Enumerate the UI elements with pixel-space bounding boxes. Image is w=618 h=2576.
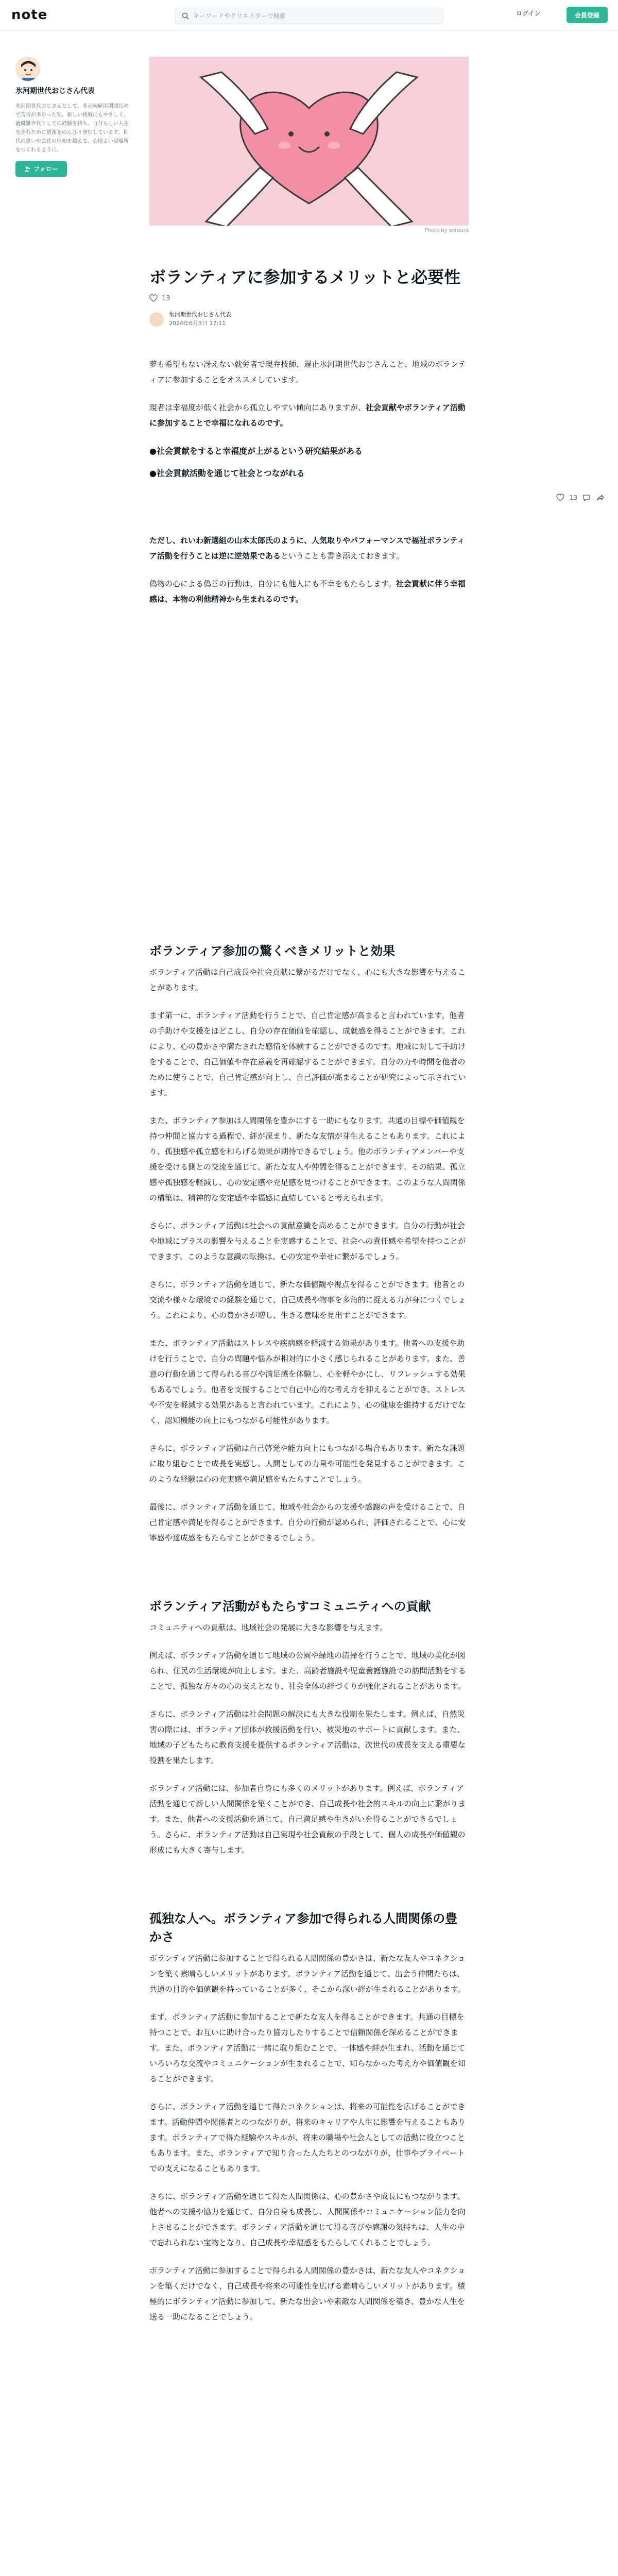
hypocrisy-text: 偽物の心による偽善の行動は、自分にも他人にも不幸をもたらします。: [149, 579, 396, 588]
follow-label: フォロー: [33, 165, 58, 173]
note-paragraph: [149, 533, 469, 564]
article: [149, 57, 469, 2325]
section3-paragraph: まず、ボランティア活動に参加することで新たな友人を得ることができます。共通の目標を持つことで、お互いに助け合ったり協力したりすることで信頼関係を深めることができます。また、ボランティア活動に一緒に取り組むことで、一体感や絆が生まれ、活動を通じていろいろな交流やコミュニケーションが生まれることで、知らなかった考え方や価値観を知ることができます。: [149, 2012, 466, 2083]
publish-date: 2024年6月3日 17:11: [169, 319, 226, 327]
intro-paragraph-1: 夢も希望もない冴えない就労者で現弁技師、遅止氷河期世代おじさんこと、地域のボランティアに参加することをオススメしています。: [149, 360, 467, 385]
article-title: ボランティアに参加するメリットと必要性: [149, 267, 461, 287]
note-lead: ただし、: [149, 535, 181, 545]
section2-paragraph: さらに、ボランティア活動は社会問題の解決にも大きな役割を果たします。例えば、自然災害の際には、ボランティア団体が救援活動を行い、被災地のサポートに貢献します。また、地域の子どもたちに教育支援を提供するボランティア活動は、次世代の成長を支える重要な役割を果たします。: [149, 1709, 466, 1765]
like-row: [149, 294, 469, 302]
comment-icon[interactable]: [582, 494, 591, 502]
intro-paragraph-2: [149, 400, 469, 431]
heart-outline-icon[interactable]: [149, 294, 158, 302]
section1-paragraph: また、ボランティア活動はストレスや疾病感を軽減する効果があります。他者への支援や助けを行うことで、自分の問題や悩みが相対的に小さく感じられることがあります。また、善意の行動を通じて得られる喜びや満足感を体験し、心を軽やかにし、リフレッシュする効果もあるでしょう。他者を支援することで自己中心的な考え方を抑えることができ、ストレスや不安を軽減する効果があると言われています。これにより、心の健康を維持するだけでなく、認知機能の向上にもつながる可能性があります。: [149, 1338, 466, 1425]
author-row: [149, 311, 469, 328]
author-avatar[interactable]: [149, 312, 164, 327]
intro-text: 現者は幸福度が低く社会から孤立しやすい傾向にありますが、: [149, 403, 366, 413]
section2-paragraph: 例えば、ボランティア活動を通じて地域の公園や緑地の清掃を行うことで、地域の美化が図られ、住民の生活環境が向上します。また、高齢者施設や児童養護施設での訪問活動をすることで、孤独な方々の心の支えとなり、社会全体の絆づくりが強化されることがあります。: [149, 1650, 466, 1691]
creator-name[interactable]: 氷河期世代おじさん代表: [15, 87, 95, 95]
section-heading-3: 孤独な人へ。ボランティア参加で得られる人間関係の豊かさ: [149, 1911, 458, 1944]
hypocrisy-paragraph: [149, 576, 469, 607]
photo-credit[interactable]: Photo by soraura: [424, 228, 469, 233]
bullet-point-1: ●社会貢献をすると幸福度が上がるという研究結果がある: [149, 446, 363, 456]
author-name[interactable]: 氷河期世代おじさん代表: [169, 311, 231, 318]
section1-paragraph: さらに、ボランティア活動は社会への貢献意識を高めることができます。自分の行動が社会や地域にプラスの影響を与えることを実感することで、社会への責任感や希望を持つことができます。このような意識の転換は、心の安定や幸せに繋がるでしょう。: [149, 1221, 466, 1261]
bullet-point-2: ●社会貢献活動を通じて社会とつながれる: [149, 468, 305, 479]
search-icon: [182, 12, 189, 20]
section1-paragraph: まず第一に、ボランティア活動を行うことで、自己肯定感が高まると言われています。他者の手助けや支援をほどこし、自分の存在価値を確認し、成就感を得ることができます。これにより、心の豊かさや満たされた感情を体験することができるのです。地域に対して手助けをすることで、自己価値や存在意義を再確認することができます。自分の力や時間を他者のために使うことで、自己肯定感が向上し、自己評価が高まることが研究によって示されています。: [149, 1010, 466, 1097]
section3-paragraph: さらに、ボランティア活動を通じて得た人間関係は、心の豊かさや成長にもつながります。他者への支援や協力を通じて、自分自身も成長し、人間関係やコミュニケーション能力を向上させることができます。ボランティア活動を通じて得る喜びや感謝の気持ちは、人生の中で忘れられない宝物となり、自己成長や幸福感をもたらしてくれることでしょう。: [149, 2191, 466, 2247]
signup-button[interactable]: 会員登録: [566, 7, 608, 23]
section2-paragraph: ボランティア活動には、参加者自身にも多くのメリットがあります。例えば、ボランティア活動を通じて新しい人間関係を築くことができ、自己成長や社会的スキルの向上に繋がります。また、他者への支援活動を通じて、自己満足感や生きがいを得ることができるでしょう。さらに、ボランティア活動は自己実現や社会貢献の手段として、個人の成長や価値観の形成にも大きく寄与します。: [149, 1783, 466, 1855]
note-logo[interactable]: note: [11, 7, 48, 23]
search-input[interactable]: [193, 12, 440, 20]
section3-paragraph: ボランティア活動に参加することで得られる人間関係の豊かさは、新たな友人やコネクションを築くだけでなく、自己成長や将来の可能性を広げる素晴らしいメリットがあります。積極的にボランティア活動に参加して、新たな出会いや素敵な人間関係を築き、豊かな人生を送る一助になることでしょう。: [149, 2265, 466, 2321]
creator-bio: 氷河期世代おじさんとして、非正規雇用期間長めで苦労が多かった私。新しい挑戦にもやさしく、就職難世代としての経験を持ち、自分らしい人生を歩むために情報をのんびり発信しています。世代の違いや会社の垣根を越えて、心地よい居場所をつくれるように。: [15, 103, 129, 153]
login-link[interactable]: ログイン: [516, 10, 541, 17]
floating-action-bar: [556, 494, 604, 502]
author-meta: [169, 311, 231, 328]
floating-like-count[interactable]: 13: [570, 494, 578, 501]
section1-paragraph: 最後に、ボランティア活動を通じて、地域や社会からの支援や感謝の声を受けることで、自己肯定感や満足を得ることができます。自分の行動が認められ、評価されることで、心に安寧感や達成感をもたらすことができるでしょう。: [149, 1502, 466, 1543]
person-plus-icon: [24, 166, 30, 172]
section-heading-2: ボランティア活動がもたらすコミュニティへの貢献: [149, 1599, 431, 1614]
section-heading-1: ボランティア参加の驚くべきメリットと効果: [149, 943, 396, 958]
section3-paragraph: さらに、ボランティア活動を通じて得たコネクションは、将来の可能性を広げることができます。活動仲間や関係者とのつながりが、将来のキャリアや人生に影響を与えることもあります。ボランティアで得た経験やスキルが、将来の職場や社会人としての活動に役立つこともあります。また、ボランティアで知り合った人たちとのつながりが、仕事やプライベートでの支えになることもあります。: [149, 2102, 466, 2173]
follow-button[interactable]: [15, 161, 67, 177]
global-header: [0, 0, 618, 31]
like-count[interactable]: 13: [162, 294, 170, 302]
note-text: ということも書き添えておきます。: [281, 551, 404, 561]
section1-paragraph: さらに、ボランティア活動を通じて、新たな価値観や視点を得ることができます。他者との交流や様々な環境での経験を通じて、自己成長や物事を多角的に捉える力が身につくでしょう。これにより、心の豊かさが増し、生きる意味を見出すことができます。: [149, 1279, 466, 1320]
note-emphasis: れいわ新選組の山本太郎氏のように、人気取りやパフォーマンスで福祉ボランティア活動を行うことは逆に逆効果である: [149, 535, 465, 561]
section1-paragraph: ボランティア活動は自己成長や社会貢献に繋がるだけでなく、心にも大きな影響を与えることがあります。: [149, 967, 466, 992]
creator-sidebar: [15, 57, 129, 177]
article-body: [149, 357, 469, 2325]
hypocrisy-emphasis: 社会貢献に伴う幸福感は、本物の利他精神から生まれるのです。: [149, 579, 466, 604]
intro-emphasis: 社会貢献やボランティア活動に参加することで幸福になれるのです。: [149, 403, 466, 428]
share-icon[interactable]: [596, 494, 604, 502]
search-box[interactable]: [175, 8, 443, 24]
heart-outline-icon[interactable]: [556, 494, 564, 502]
avatar[interactable]: [15, 57, 40, 81]
section1-paragraph: さらに、ボランティア活動は自己啓発や能力向上にもつながる場合もあります。新たな課題に取り組むことで成長を実感し、人間としての力量や可能性を発見することができます。このような経験は心の充実感や満足感をもたらすことでしょう。: [149, 1443, 466, 1484]
section1-paragraph: また、ボランティア参加は人間関係を豊かにする一助にもなります。共通の目標や価値観を持つ仲間と協力する過程で、絆が深まり、新たな友情が芽生えることもあります。これにより、孤独感や孤立感を和らげる効果が期待できるでしょう。他のボランティアメンバーや支援を受ける側との交流を通じて、新たな友人や仲間を得ることができます。その結果、孤立感や孤独感を軽減し、心の安定感や充足感を見つけることができます。このような人間関係の構築は、精神的な安定感や幸福感に直結していると考えられます。: [149, 1115, 466, 1202]
heart-illustration: [149, 57, 469, 226]
avatar-face-icon: [16, 57, 40, 81]
hero-image: [149, 57, 469, 226]
section3-paragraph: ボランティア活動に参加することで得られる人間関係の豊かさは、新たな友人やコネクションを築く素晴らしいメリットがあります。ボランティア活動を通じて、出会う仲間たちは、共通の目的や価値観を持っていることが多く、そこから深い絆が生まれることがあります。: [149, 1953, 466, 1994]
section2-paragraph: コミュニティへの貢献は、地域社会の発展に大きな影響を与えます。: [149, 1622, 388, 1632]
